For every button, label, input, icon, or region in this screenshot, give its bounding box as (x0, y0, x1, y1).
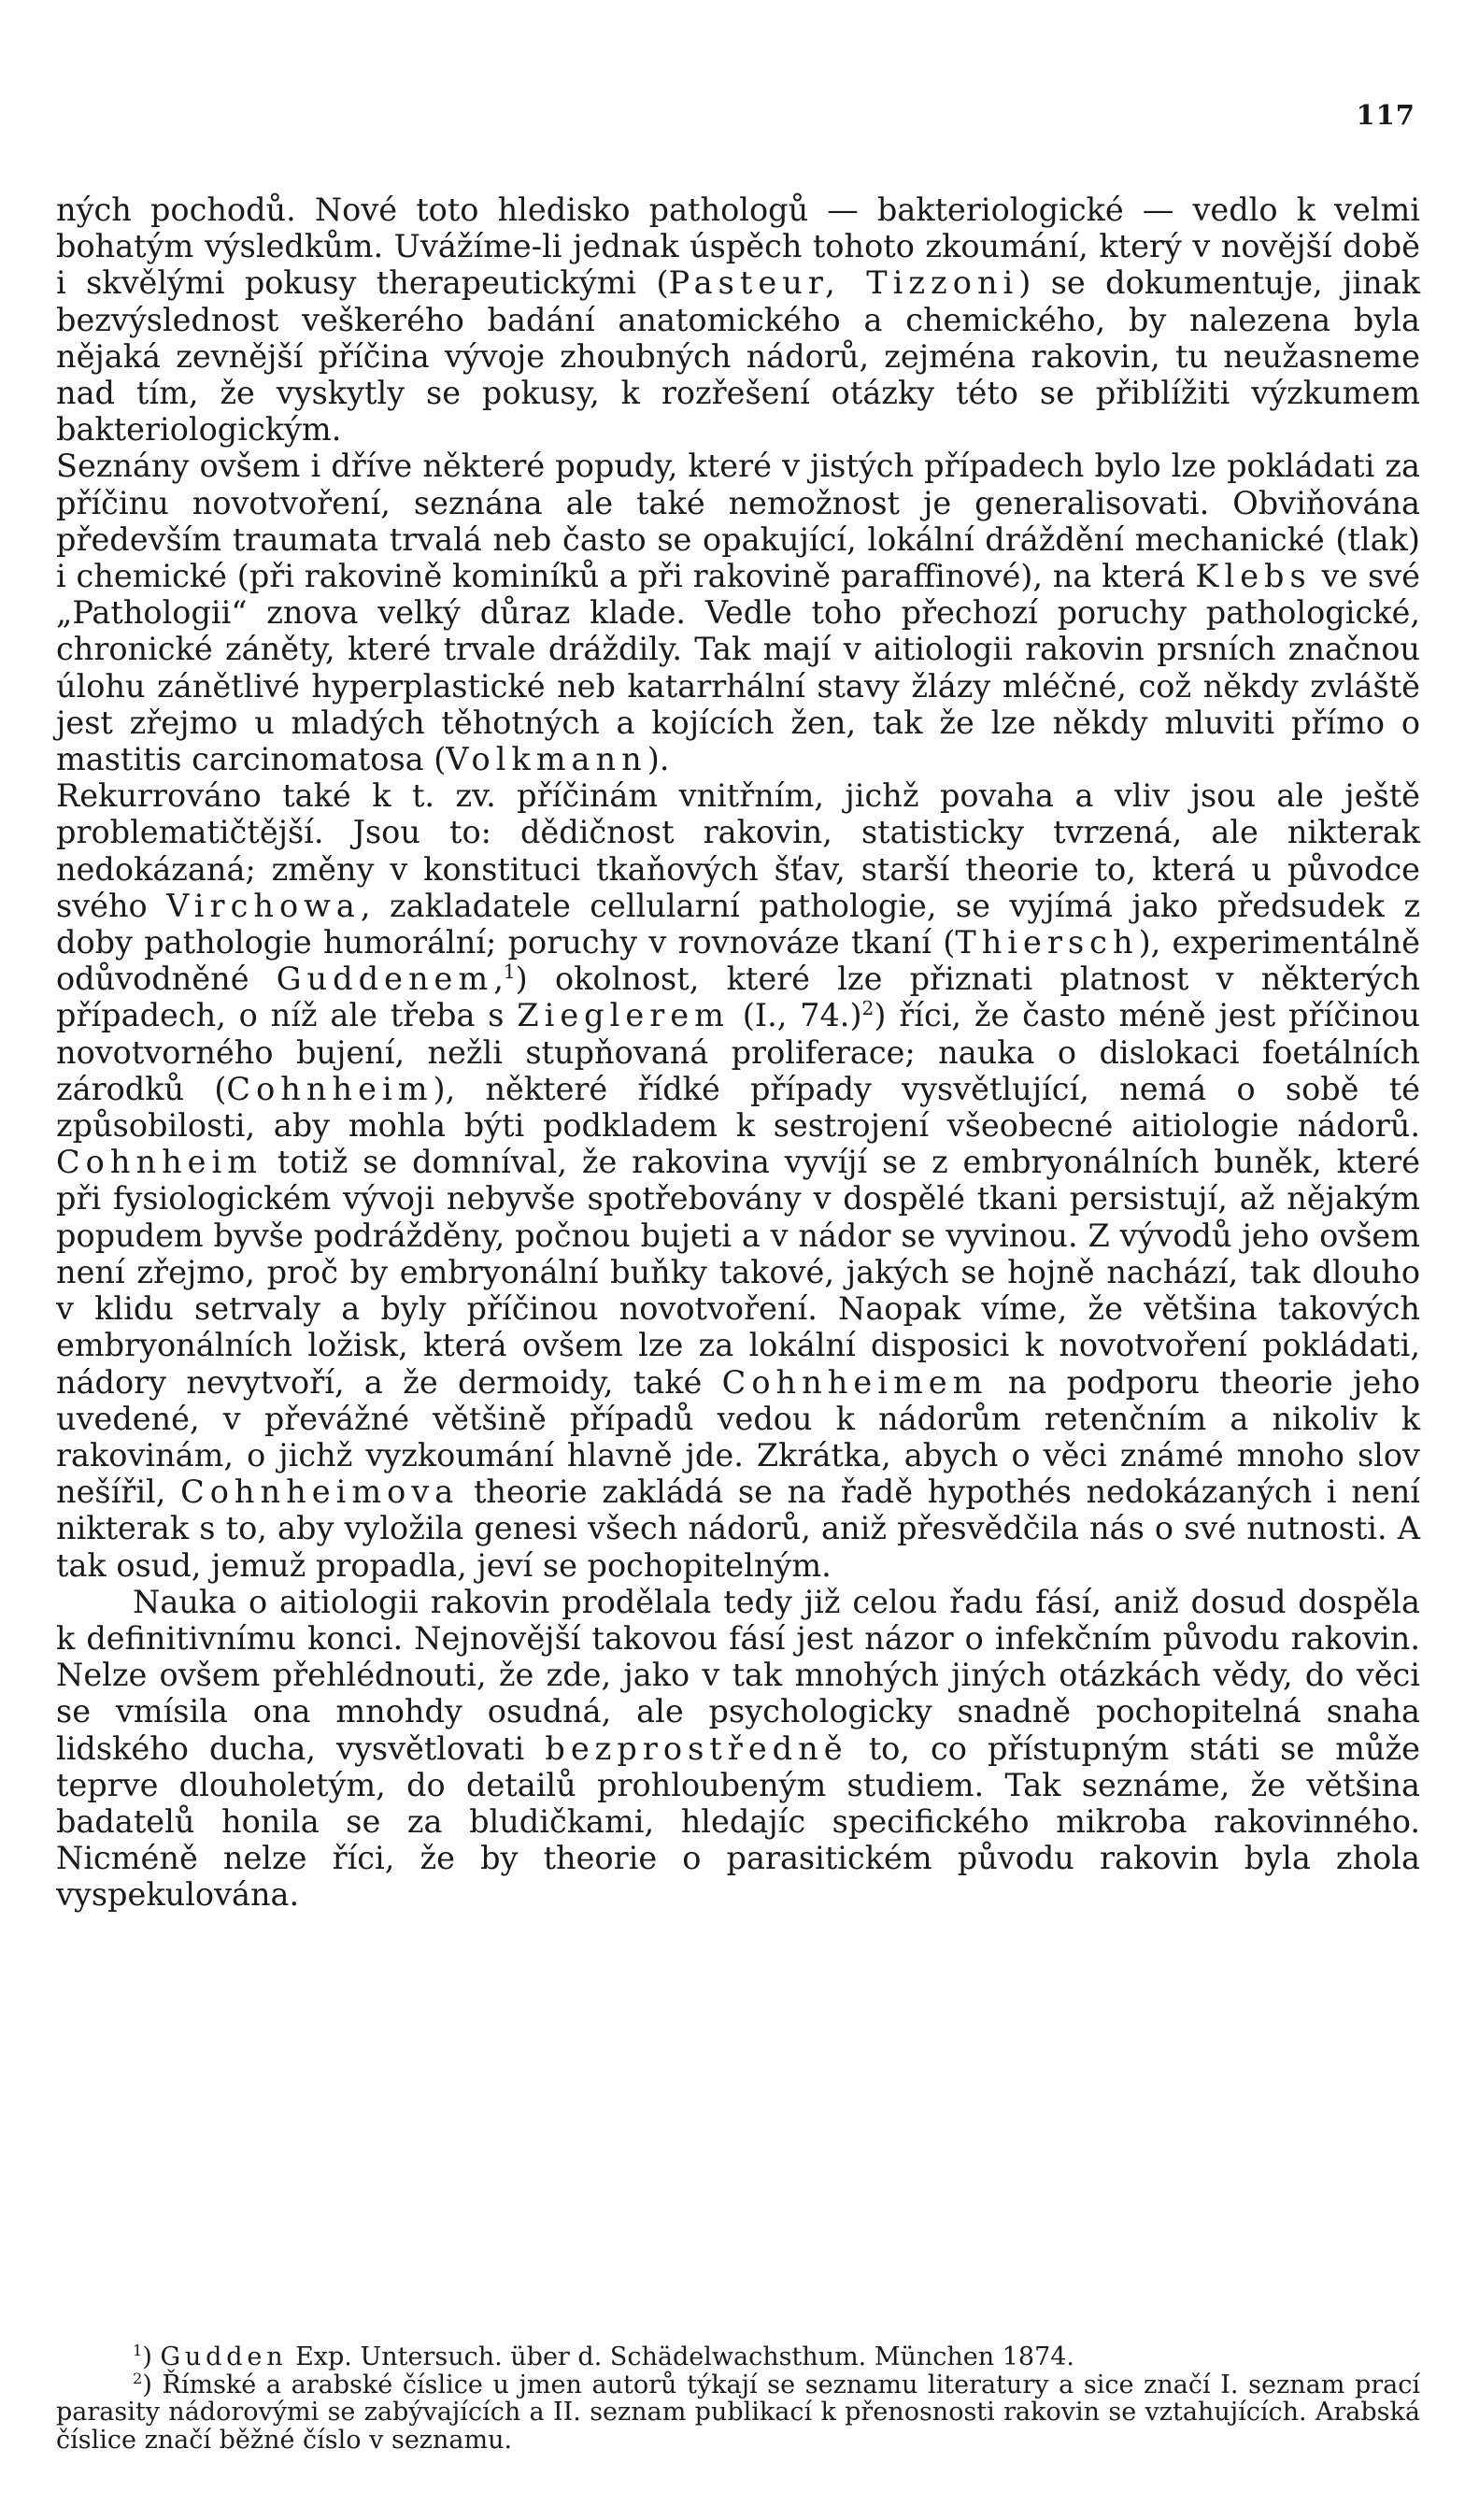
text-run: ) (142, 2342, 161, 2371)
text-run: ). (647, 741, 670, 778)
page-number: 117 (1356, 99, 1415, 131)
text-run: theorie zakládá se na řadě hypothés nedokázaných i není nikterak s to, aby vyložila genesi všech nádorů, aniž přesvědčila nás o své nutnosti. A tak osud, jemuž propadla, jeví se pochopitelným. (56, 1474, 1420, 1584)
spaced-name: Cohnheim (56, 1144, 263, 1181)
text-run: (I., 74.) (729, 997, 862, 1034)
footnote-ref: 1 (133, 2342, 143, 2359)
paragraph (56, 448, 1420, 777)
spaced-name: Pasteur, Tizzoni (668, 264, 1019, 302)
text-run: Rekurrováno také k t. zv. příčinám vnitřním, jichž povaha a vliv jsou ale ještě problematičtější. Jsou to: dědičnost rakovin, statisticky tvrzená, ale nikterak nedokázaná; změny v konstituci tkaňových šťav, starší theorie to, která u původce svého (56, 777, 1420, 924)
text-run: ) okolnost, které lze přiznati platnost v některých případech, o níž ale třeba s (56, 961, 1420, 1034)
spaced-name: Cohnheimem (721, 1363, 988, 1401)
text-run: ), některé řídké případy vysvětlující, nemá o sobě té způsobilosti, aby mohla býti podkladem k sestrojení všeobecné aitiologie nádorů. (56, 1070, 1421, 1145)
spaced-name: Virchowa (166, 887, 361, 924)
footnote (56, 2343, 1420, 2371)
text-run: ve své „Pathologii“ znova velký důraz klade. Vedle toho přechozí poruchy pathologické, chronické záněty, které trvale dráždily. Tak mají v aitiologii rakovin prsních značnou úlohu zánětlivé hyperplastické neb katarrhální stavy žlázy mléčné, což někdy zvláště jest zřejmo u mladých těhotných a kojících žen, tak že lze někdy mluviti přímo o mastitis carcinomatosa ( (56, 558, 1420, 778)
footnotes (56, 2343, 1420, 2454)
body-text (56, 192, 1420, 1914)
text-run: ) Římské a arabské číslice u jmen autorů týkají se seznamu literatury a sice značí I. seznam prací parasity nádorovými se zabývajících a II. seznam publikací k přenosnosti rakovin se vztahujících. Arabská číslice značí běžné číslo v seznamu. (56, 2370, 1420, 2455)
spaced-name: Guddenem (276, 961, 494, 998)
text-run: ), experimentálně odůvodněné (56, 924, 1420, 998)
spaced-name: Cohnheim (226, 1070, 434, 1107)
spaced-name: Zieglerem (517, 997, 730, 1034)
text-run: , zakladatele cellularní pathologie, se vyjímá jako předsudek z doby pathologie humorální; poruchy v rovnováze tkaní ( (56, 887, 1420, 961)
text-run: to, co přístupným státi se může teprve dlouholetým, do detailů prohloubeným studiem. Tak seznáme, že většina badatelů honila se za bludičkami, hledajíc specifického mikroba rakovinného. Nicméně nelze říci, že by theorie o parasitickém původu rakovin byla zhola vyspekulována. (56, 1730, 1420, 1914)
footnote (56, 2371, 1420, 2455)
spaced-name: Gudden (160, 2342, 288, 2371)
footnote-ref: 1 (503, 961, 516, 984)
text-run: na podporu theorie jeho uvedené, v převážné většině případů vedou k nádorům retenčním a nikoliv k rakovinám, o jichž vyzkoumání hlavně jde. Zkrátka, abych o věci známé mnoho slov nešířil, (56, 1363, 1421, 1511)
spaced-name: Thiersch (955, 924, 1139, 961)
text-run: , (493, 961, 504, 998)
text-run: Exp. Untersuch. über d. Schädelwachsthum. München 1874. (287, 2342, 1075, 2371)
spaced-name: Klebs (1195, 558, 1312, 595)
text-run: ) se dokumentuje, jinak bezvýslednost veškerého badání anatomického a chemického, by nalezena byla nějaká zevnější příčina vývoje zhoubných nádorů, zejména rakovin, tu neužasneme nad tím, že vyskytly se pokusy, k rozřešení otázky této se přiblížiti výzkumem bakteriologickým. (56, 264, 1420, 448)
text-run: Nauka o aitiologii rakovin prodělala tedy již celou řadu fásí, aniž dosud dospěla k definitivnímu konci. Nejnovější takovou fásí jest názor o infekčním původu rakovin. Nelze ovšem přehlédnouti, že zde, jako v tak mnohých jiných otázkách vědy, do věci se vmísila ona mnohdy osudná, ale psychologicky snadně pochopitelná snaha lidského ducha, vysvětlovati (56, 1583, 1420, 1767)
paragraph (56, 777, 1420, 1583)
spaced-name: bezprostředně (545, 1730, 848, 1767)
spaced-name: Cohnheimova (180, 1474, 460, 1511)
text-run: Seznány ovšem i dříve některé popudy, které v jistých případech bylo lze pokládati za příčinu novotvoření, seznána ale také nemožnost je generalisovati. Obviňována především traumata trvalá neb často se opakující, lokální dráždění mechanické (tlak) i chemické (při rakovině kominíků a při rakovině paraffinové), na která (56, 448, 1420, 595)
text-run: ) říci, že často méně jest příčinou novotvorného bujení, nežli stupňovaná proliferace; nauka o dislokaci foetálních zárodků ( (56, 997, 1420, 1107)
text-run: totiž se domníval, že rakovina vyvíjí se z embryonálních buněk, které při fysiologickém vývoji nebyvše spotřebovány v dospělé tkani persistují, až nějakým popudem byvše podrážděny, počnou bujeti a v nádor se vyvinou. Z vývodů jeho ovšem není zřejmo, proč by embryonální buňky takové, jakých se hojně nachází, tak dlouho v klidu setrvaly a byly příčinou novotvoření. Naopak víme, že většina takových embryonálních ložisk, která ovšem lze za lokální disposici k novotvoření pokládati, nádory nevytvoří, a že dermoidy, také (56, 1144, 1420, 1401)
text-run: ných pochodů. Nové toto hledisko pathologů — bakteriologické — vedlo k velmi bohatým výsledkům. Uvážíme-li jednak úspěch tohoto zkoumání, který v novější době i skvělými pokusy therapeutickými ( (56, 192, 1420, 302)
paragraph (56, 1584, 1420, 1914)
footnote-ref: 2 (861, 997, 875, 1020)
footnote-ref: 2 (133, 2369, 143, 2387)
spaced-name: Volkmann (446, 741, 647, 778)
paragraph (56, 192, 1420, 448)
